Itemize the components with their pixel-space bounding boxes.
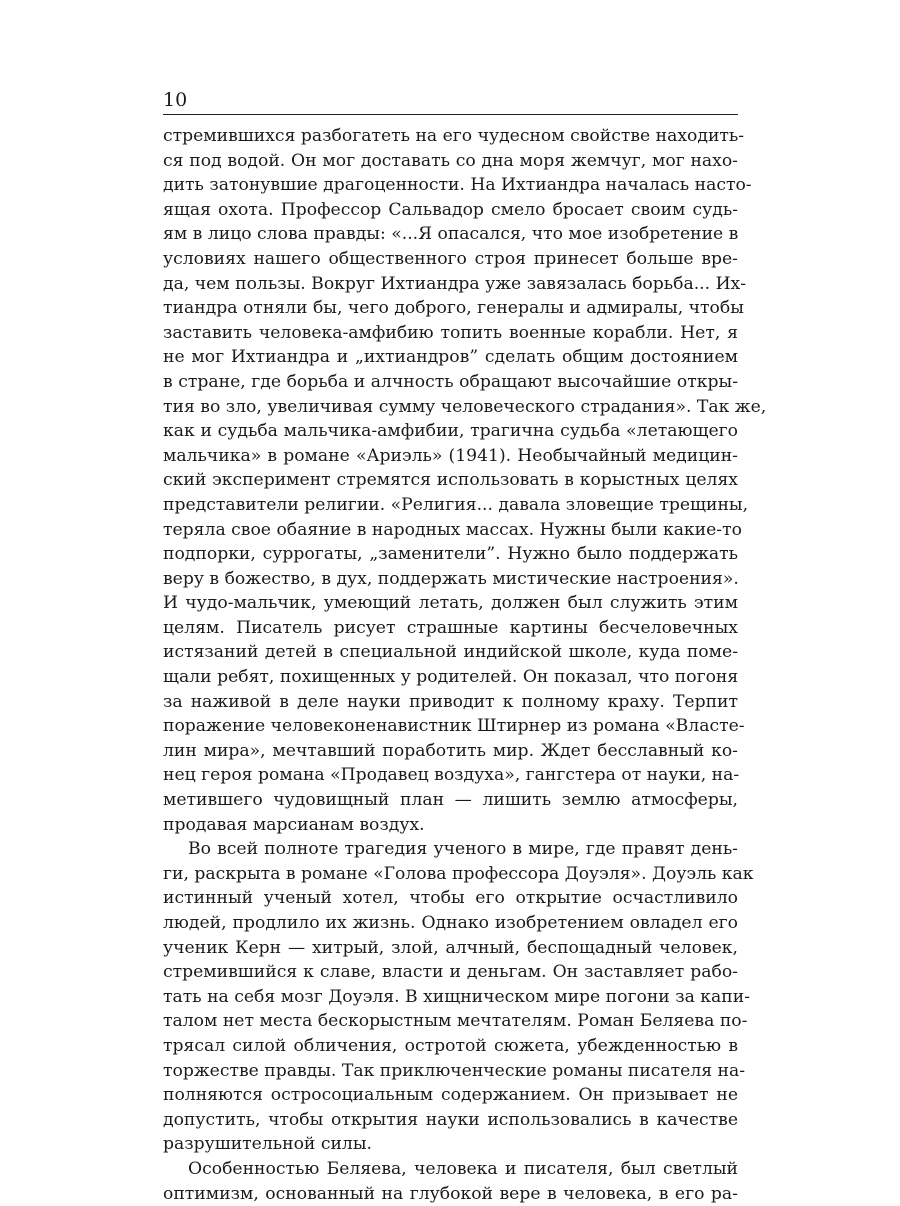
text-line: тиандра отняли бы, чего доброго, генералы и адмиралы, чтобы bbox=[163, 298, 744, 319]
text-line: веру в божество, в дух, поддержать мистические настроения». bbox=[163, 568, 739, 589]
text-line: талом нет места бескорыстным мечтателям. Роман Беляева по- bbox=[163, 1011, 748, 1032]
text-line: лин мира», мечтавший поработить мир. Ждет бесславный ко- bbox=[163, 740, 738, 761]
text-line: ся под водой. Он мог доставать со дна моря жемчуг, мог нахо- bbox=[163, 150, 738, 171]
text-line: Особенностью Беляева, человека и писателя, был светлый bbox=[188, 1158, 738, 1179]
text-line: поражение человеконенавистник Штирнер из романа «Властe- bbox=[163, 716, 745, 737]
text-line: представители религии. «Религия... давала зловещие трещины, bbox=[163, 494, 749, 515]
text-line: щали ребят, похищенных у родителей. Он показал, что погоня bbox=[163, 667, 739, 688]
text-line: оптимизм, основанный на глубокой вере в человека, в его ра- bbox=[163, 1183, 738, 1204]
text-line: ский эксперимент стремятся использовать в корыстных целях bbox=[163, 470, 738, 491]
text-line: тать на себя мозг Доуэля. В хищническом мире погони за капи- bbox=[163, 986, 751, 1007]
text-line: стремившийся к славе, власти и деньгам. Он заставляет рабо- bbox=[163, 962, 738, 983]
text-line: целям. Писатель рисует страшные картины бесчеловечных bbox=[163, 617, 738, 638]
page-number: 10 bbox=[163, 89, 188, 111]
header-rule bbox=[163, 114, 738, 115]
text-line: за наживой в деле науки приводит к полному краху. Терпит bbox=[163, 691, 738, 712]
text-line: подпорки, суррогаты, „заменители”. Нужно было поддержать bbox=[163, 544, 738, 565]
text-line: мальчика» в романе «Ариэль» (1941). Необычайный медицин- bbox=[163, 445, 738, 466]
paragraph bbox=[163, 1157, 738, 1206]
text-line: допустить, чтобы открытия науки использовались в качестве bbox=[163, 1109, 738, 1130]
text-line: метившего чудовищный план — лишить землю атмосферы, bbox=[163, 790, 738, 811]
text-line: в стране, где борьба и алчность обращают высочайшие откры- bbox=[163, 371, 738, 392]
text-line: дить затонувшие драгоценности. На Ихтиандра началась насто- bbox=[163, 175, 752, 196]
text-line: Во всей полноте трагедия ученого в мире, где правят день- bbox=[188, 839, 738, 860]
text-line: разрушительной силы. bbox=[163, 1134, 372, 1155]
text-line: ящая охота. Профессор Сальвадор смело бросает своим судь- bbox=[163, 199, 738, 220]
text-line: людей, продлило их жизнь. Однако изобретением овладел его bbox=[163, 913, 738, 933]
text-line: стремившихся разбогатеть на его чудесном свойстве находить- bbox=[163, 126, 745, 146]
text-line: не мог Ихтиандра и „ихтиандров” сделать общим достоянием bbox=[163, 347, 738, 368]
text-line: продавая марсианам воздух. bbox=[163, 814, 425, 835]
text-line: нец героя романа «Продавец воздуха», гангстера от науки, на- bbox=[163, 765, 740, 786]
text-line: полняются остросоциальным содержанием. Он призывает не bbox=[163, 1085, 738, 1106]
text-line: трясал силой обличения, остротой сюжета, убежденностью в bbox=[163, 1035, 738, 1056]
text-line: как и судьба мальчика-амфибии, трагична судьба «летающего bbox=[163, 421, 738, 442]
text-line: ги, раскрыта в романе «Голова профессора Доуэля». Доуэль как bbox=[163, 863, 754, 884]
text-line: условиях нашего общественного строя принесет больше вре- bbox=[163, 248, 738, 269]
paragraph bbox=[163, 124, 767, 837]
text-line: теряла свое обаяние в народных массах. Нужны были какие-то bbox=[163, 519, 742, 540]
text-line: тия во зло, увеличивая сумму человеческого страдания». Так же, bbox=[163, 396, 767, 417]
paragraph bbox=[163, 837, 754, 1157]
text-line: истязаний детей в специальной индийской школе, куда поме- bbox=[163, 642, 738, 663]
text-line: заставить человека-амфибию топить военные корабли. Нет, я bbox=[163, 322, 738, 343]
text-line: да, чем пользы. Вокруг Ихтиандра уже завязалась борьба... Их- bbox=[163, 273, 747, 294]
text-line: ям в лицо слова правды: «...Я опасался, что мое изобретение в bbox=[163, 224, 739, 245]
text-line: ученик Керн — хитрый, злой, алчный, беспощадный человек, bbox=[163, 937, 738, 958]
text-line: И чудо-мальчик, умеющий летать, должен был служить этим bbox=[163, 593, 738, 614]
text-line: истинный ученый хотел, чтобы его открытие осчастливило bbox=[163, 888, 738, 909]
body-text bbox=[163, 124, 767, 1206]
text-line: торжестве правды. Так приключенческие романы писателя на- bbox=[163, 1060, 746, 1081]
